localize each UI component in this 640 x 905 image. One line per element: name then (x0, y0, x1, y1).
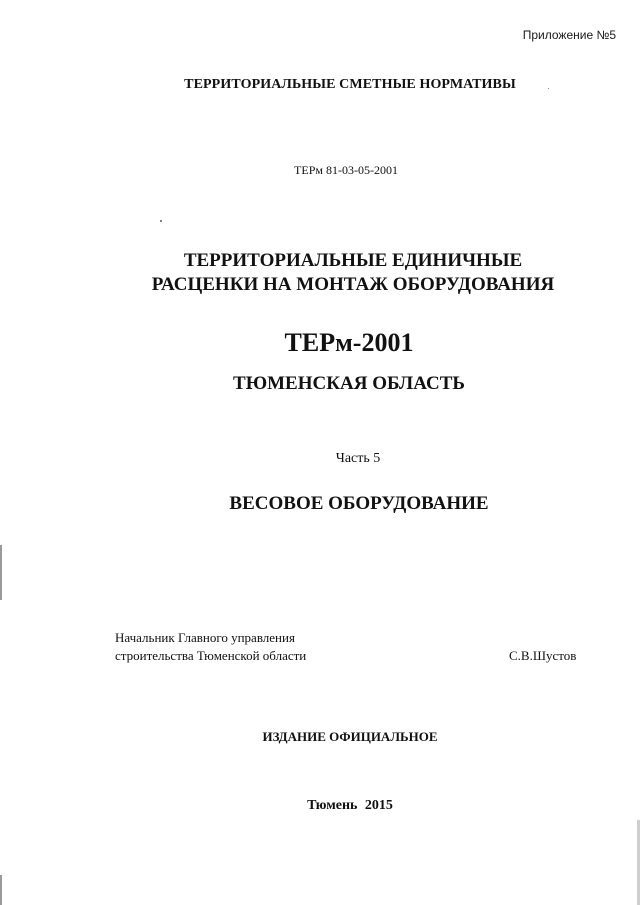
place-and-year: Тюмень 2015 (307, 798, 393, 813)
scan-edge-mark (0, 875, 2, 905)
main-title-line-1: ТЕРРИТОРИАЛЬНЫЕ ЕДИНИЧНЫЕ (183, 250, 523, 271)
scan-edge-mark (0, 545, 2, 600)
signatory-position-line-2: строительства Тюменской области (115, 648, 307, 663)
scan-speck (548, 88, 549, 89)
part-label: Часть 5 (335, 451, 381, 466)
code-title: ТЕРм-2001 (284, 328, 414, 357)
section-title: ВЕСОВОЕ ОБОРУДОВАНИЕ (229, 493, 489, 514)
appendix-label: Приложение №5 (522, 28, 616, 42)
signatory-position (115, 629, 306, 665)
signatory-position-line-1: Начальник Главного управления (115, 630, 295, 645)
header-title: ТЕРРИТОРИАЛЬНЫЕ СМЕТНЫЕ НОРМАТИВЫ (184, 77, 516, 92)
region-title: ТЮМЕНСКАЯ ОБЛАСТЬ (233, 373, 465, 394)
main-title (0, 249, 640, 297)
signatory-name: С.В.Шустов (509, 648, 577, 663)
edition-label: ИЗДАНИЕ ОФИЦИАЛЬНОЕ (262, 729, 438, 744)
main-title-line-2: РАСЦЕНКИ НА МОНТАЖ ОБОРУДОВАНИЯ (151, 274, 555, 295)
document-code: ТЕРм 81-03-05-2001 (294, 163, 398, 177)
scan-speck (160, 220, 162, 222)
